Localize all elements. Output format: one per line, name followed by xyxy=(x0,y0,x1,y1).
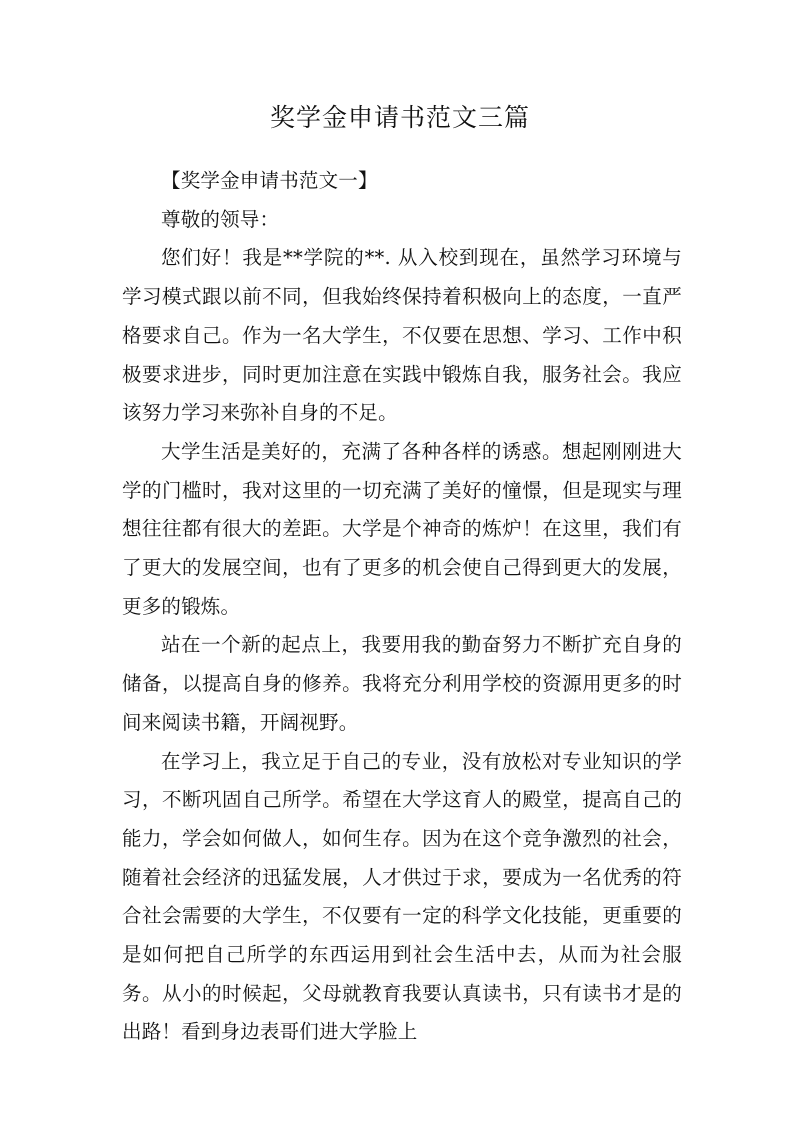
section-heading: 【奖学金申请书范文一】 xyxy=(161,169,378,192)
document-title: 奖学金申请书范文三篇 xyxy=(269,103,530,132)
paragraph-2: 大学生活是美好的，充满了各种各样的诱惑。想起刚刚进大学的门槛时，我对这里的一切充满了美好的憧憬，但是现实与理想往往都有很大的差距。大学是个神奇的炼炉！在这里，我们有了更大的发展空间，也有了更多的机会使自己得到更大的发展，更多的锻炼。 xyxy=(122,439,682,618)
paragraph-1: 您们好！我是**学院的**. 从入校到现在，虽然学习环境与学习模式跟以前不同，但我始终保持着积极向上的态度，一直严格要求自己。作为一名大学生，不仅要在思想、学习、工作中积极要求进步，同时更加注意在实践中锻炼自我，服务社会。我应该努力学习来弥补自身的不足。 xyxy=(122,246,682,425)
paragraph-3: 站在一个新的起点上，我要用我的勤奋努力不断扩充自身的储备，以提高自身的修养。我将充分利用学校的资源用更多的时间来阅读书籍，开阔视野。 xyxy=(122,633,682,734)
document-body xyxy=(122,162,682,1052)
paragraph-4: 在学习上，我立足于自己的专业，没有放松对专业知识的学习，不断巩固自己所学。希望在大学这育人的殿堂，提高自己的能力，学会如何做人，如何生存。因为在这个竞争激烈的社会，随着社会经济的迅猛发展，人才供过于求，要成为一名优秀的符合社会需要的大学生，不仅要有一定的科学文化技能，更重要的是如何把自己所学的东西运用到社会生活中去，从而为社会服务。从小的时候起，父母就教育我要认真读书，只有读书才是的出路！看到身边表哥们进大学脸上 xyxy=(122,749,682,1044)
salutation: 尊敬的领导： xyxy=(161,207,280,231)
